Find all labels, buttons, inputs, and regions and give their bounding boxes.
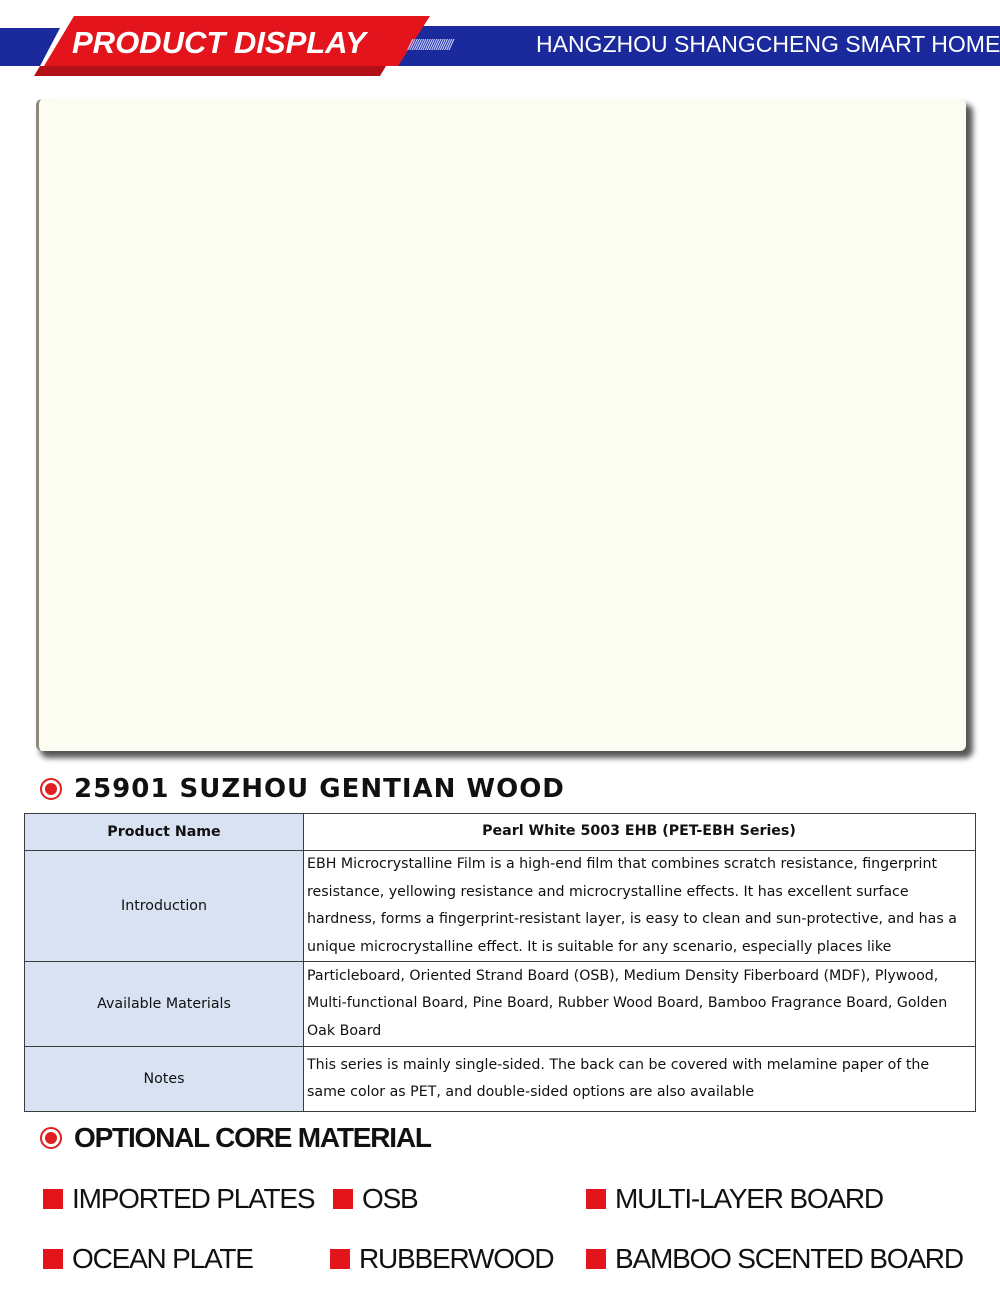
- material-item-osb: [333, 1183, 418, 1215]
- banner-red-shadow: [34, 66, 386, 76]
- red-square-icon: [586, 1249, 606, 1269]
- core-material-heading: [40, 1122, 431, 1154]
- bullet-circle-icon: [40, 1127, 62, 1149]
- material-label: IMPORTED PLATES: [72, 1183, 315, 1214]
- red-square-icon: [43, 1249, 63, 1269]
- table-row: [25, 1047, 976, 1112]
- material-item-bamboo-scented-board: [586, 1243, 963, 1275]
- row-value-introduction: [304, 851, 976, 962]
- core-material-heading-text: OPTIONAL CORE MATERIAL: [74, 1122, 431, 1153]
- table-header-label: Product Name: [25, 814, 304, 851]
- row-value-materials: Particleboard, Oriented Strand Board (OSB), Medium Density Fiberboard (MDF), Plywood, Multi-functional Board, Pine Board, Rubber Wood Board, Bamboo Fragrance Board, Golden Oak Board: [304, 962, 976, 1047]
- table-header-row: [25, 814, 976, 851]
- table-row: [25, 851, 976, 962]
- material-item-ocean-plate: [43, 1243, 253, 1275]
- header-banner: [0, 0, 1000, 80]
- product-spec-table: [24, 813, 976, 1112]
- material-item-rubberwood: [330, 1243, 553, 1275]
- material-label: BAMBOO SCENTED BOARD: [615, 1243, 963, 1274]
- product-heading-text: 25901 SUZHOU GENTIAN WOOD: [74, 774, 565, 804]
- material-item-multi-layer-board: [586, 1183, 883, 1215]
- row-value-notes: This series is mainly single-sided. The back can be covered with melamine paper of the same color as PET, and double-sided options are also available: [304, 1047, 976, 1112]
- introduction-text: EBH Microcrystalline Film is a high-end film that combines scratch resistance, fingerprint resistance, yellowing resistance and microcrystalline effects. It has excellent surface hardness, forms a fingerprint-resistant layer, is easy to clean and sun-protective, and has a unique microcrystalline effect. It is suitable for any scenario, especially places like: [307, 856, 957, 955]
- red-square-icon: [333, 1189, 353, 1209]
- row-label-introduction: Introduction: [25, 851, 304, 962]
- product-heading: [40, 774, 565, 804]
- banner-slashes: ////////////////////: [408, 37, 452, 54]
- material-label: RUBBERWOOD: [359, 1243, 554, 1274]
- bullet-circle-icon: [40, 778, 62, 800]
- row-label-notes: Notes: [25, 1047, 304, 1112]
- red-square-icon: [586, 1189, 606, 1209]
- row-label-materials: Available Materials: [25, 962, 304, 1047]
- page-title: PRODUCT DISPLAY: [72, 25, 366, 60]
- red-square-icon: [330, 1249, 350, 1269]
- red-square-icon: [43, 1189, 63, 1209]
- product-swatch-image: [36, 99, 966, 751]
- material-item-imported-plates: [43, 1183, 314, 1215]
- material-label: OCEAN PLATE: [72, 1243, 253, 1274]
- material-label: MULTI-LAYER BOARD: [615, 1183, 883, 1214]
- table-row: [25, 962, 976, 1047]
- table-header-value: Pearl White 5003 EHB (PET-EBH Series): [304, 814, 976, 851]
- company-name: HANGZHOU SHANGCHENG SMART HOME: [536, 31, 1000, 57]
- material-label: OSB: [362, 1183, 418, 1214]
